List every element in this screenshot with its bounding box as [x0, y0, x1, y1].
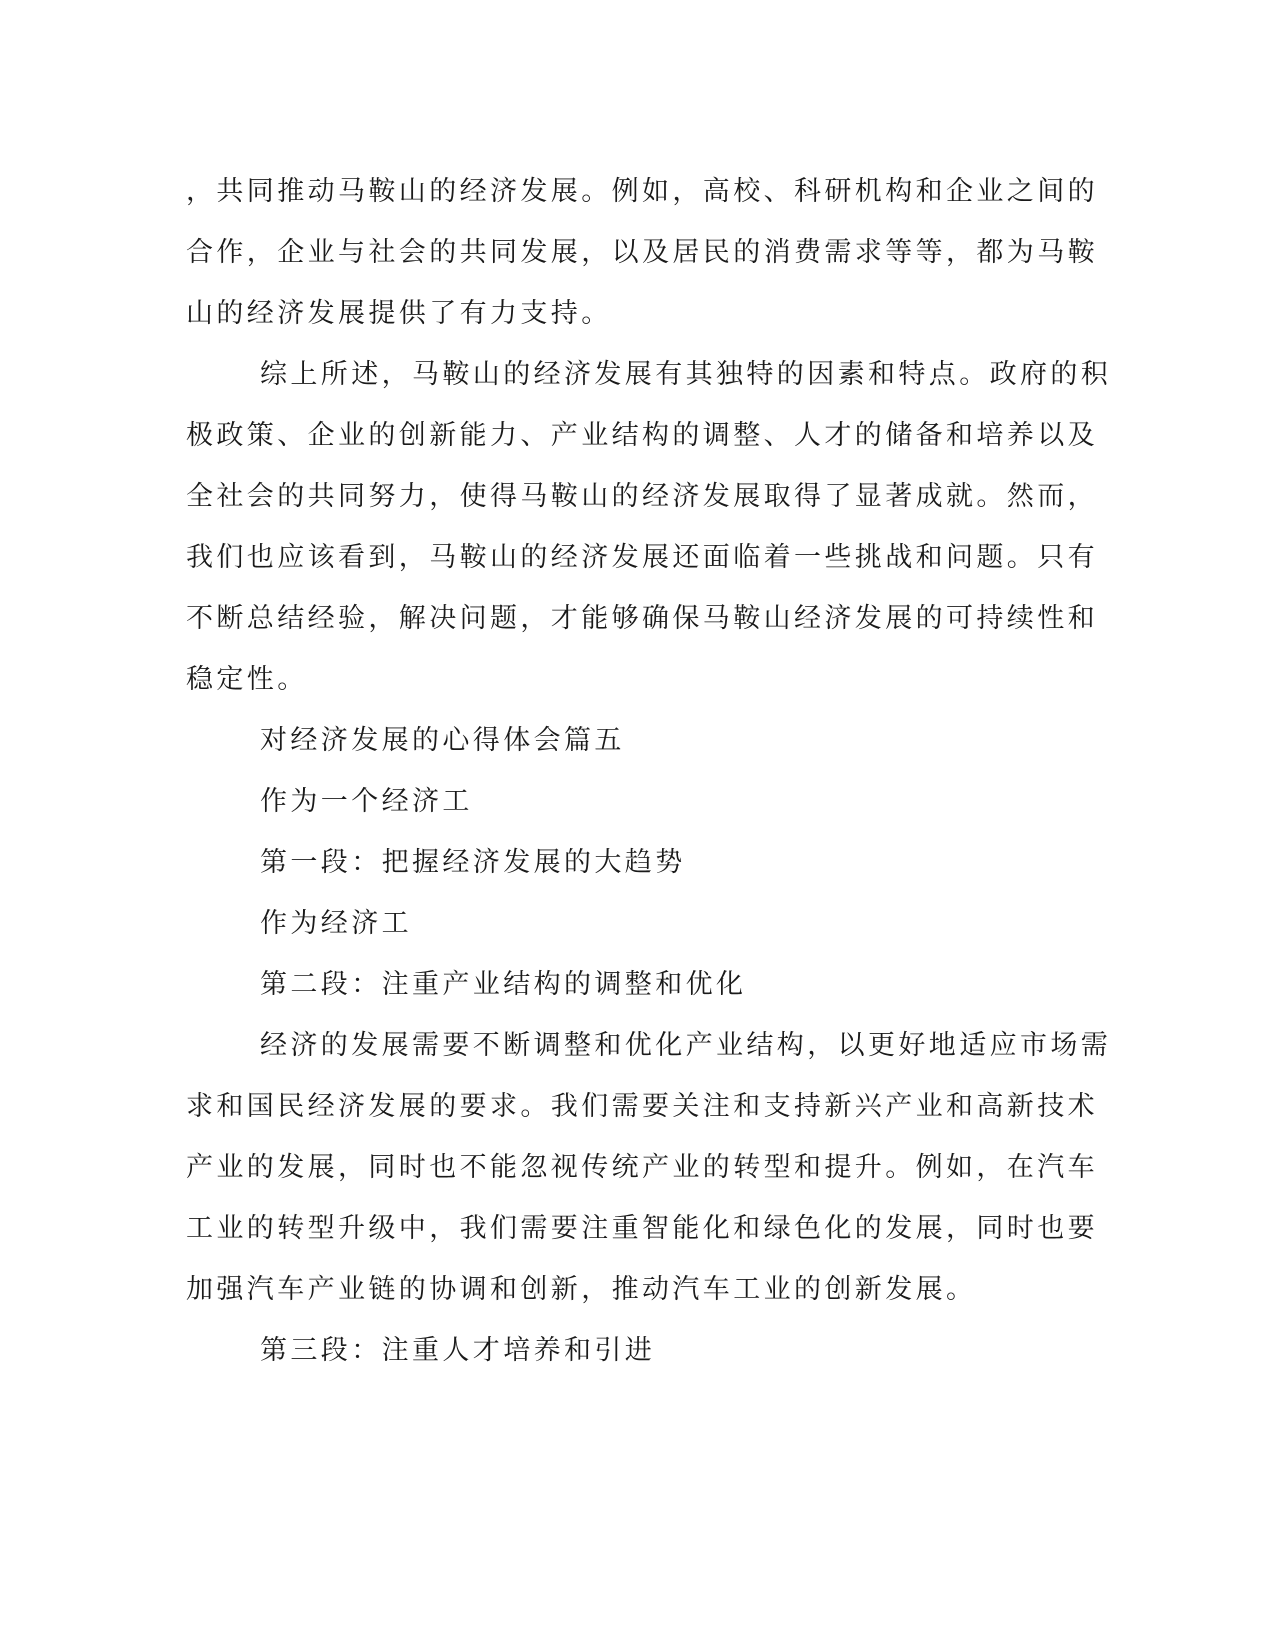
text-line-13: 作为经济工 — [260, 908, 412, 939]
text-line-19: 加强汽车产业链的协调和创新，推动汽车工业的创新发展。 — [186, 1274, 977, 1305]
text-line-6: 全社会的共同努力，使得马鞍山的经济发展取得了显著成就。然而， — [186, 481, 1098, 512]
section-heading-part-five: 对经济发展的心得体会篇五 — [260, 725, 625, 756]
text-line-8: 不断总结经验，解决问题，才能够确保马鞍山经济发展的可持续性和 — [186, 603, 1098, 634]
text-line-3: 山的经济发展提供了有力支持。 — [186, 298, 612, 329]
section-heading-paragraph-three: 第三段：注重人才培养和引进 — [260, 1335, 656, 1366]
section-heading-paragraph-one: 第一段：把握经济发展的大趋势 — [260, 847, 686, 878]
section-heading-paragraph-two: 第二段：注重产业结构的调整和优化 — [260, 969, 747, 1000]
text-line-16: 求和国民经济发展的要求。我们需要关注和支持新兴产业和高新技术 — [186, 1091, 1098, 1122]
text-line-9: 稳定性。 — [186, 664, 308, 695]
text-line-15: 经济的发展需要不断调整和优化产业结构，以更好地适应市场需 — [260, 1030, 1112, 1061]
document-body — [186, 161, 1112, 1381]
text-line-2: 合作，企业与社会的共同发展，以及居民的消费需求等等，都为马鞍 — [186, 237, 1098, 268]
text-line-5: 极政策、企业的创新能力、产业结构的调整、人才的储备和培养以及 — [186, 420, 1098, 451]
text-line-18: 工业的转型升级中，我们需要注重智能化和绿色化的发展，同时也要 — [186, 1213, 1098, 1244]
text-line-17: 产业的发展，同时也不能忽视传统产业的转型和提升。例如，在汽车 — [186, 1152, 1098, 1183]
text-line-7: 我们也应该看到，马鞍山的经济发展还面临着一些挑战和问题。只有 — [186, 542, 1098, 573]
text-line-4: 综上所述，马鞍山的经济发展有其独特的因素和特点。政府的积 — [260, 359, 1112, 390]
text-line-11: 作为一个经济工 — [260, 786, 473, 817]
text-line-1: ，共同推动马鞍山的经济发展。例如，高校、科研机构和企业之间的 — [186, 176, 1098, 207]
